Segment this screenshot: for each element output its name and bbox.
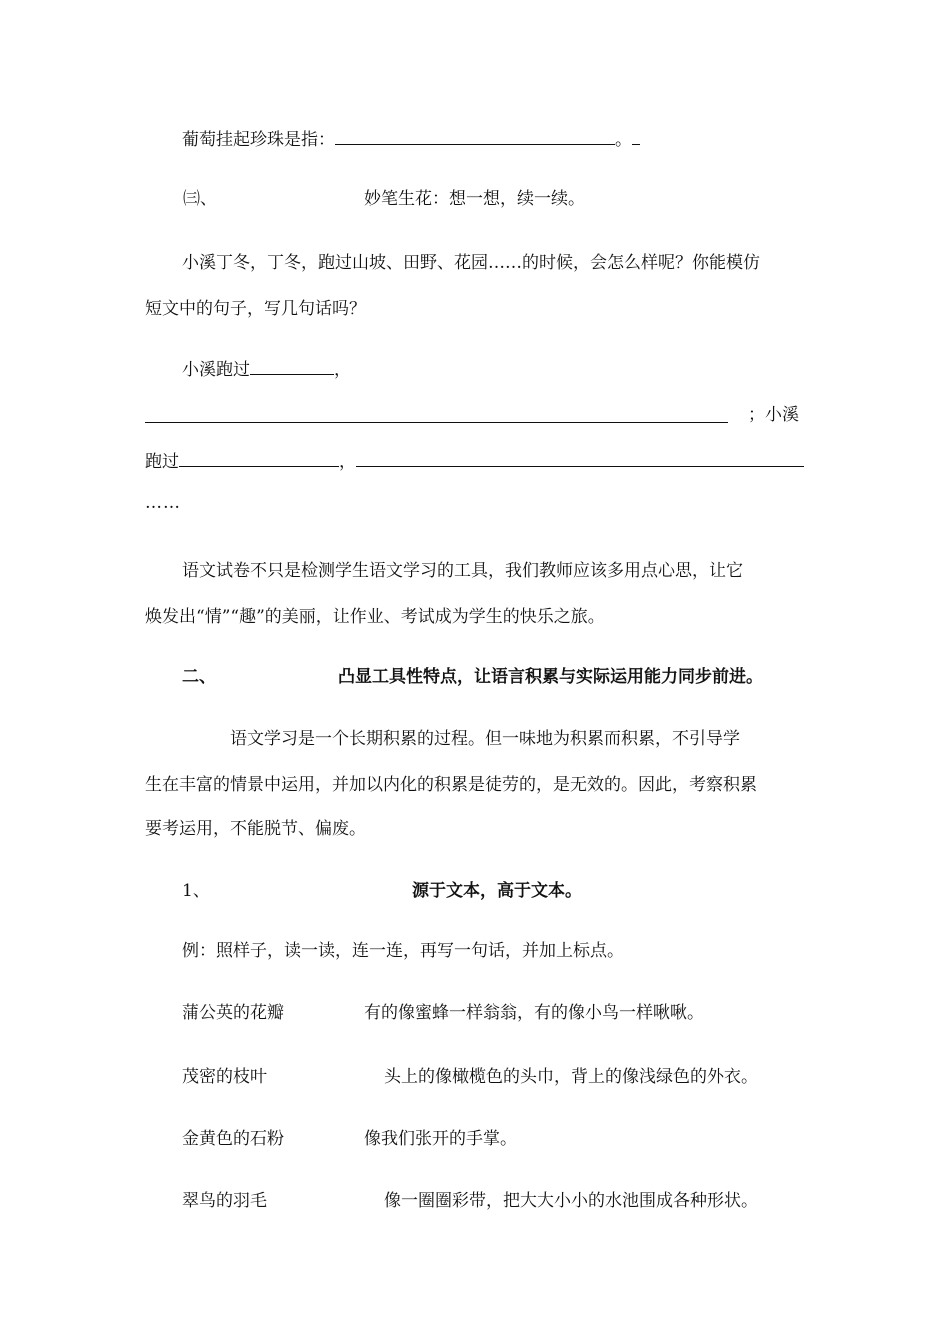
pair-left-4[interactable]: 翠鸟的羽毛 (182, 1191, 267, 1211)
section-3-title: 妙笔生花：想一想，续一续。 (364, 189, 585, 209)
paper-paragraph-line-1: 语文试卷不只是检测学生语文学习的工具，我们教师应该多用点心思，让它 (182, 561, 743, 581)
fill-line-1 (182, 358, 351, 381)
accum-paragraph-line-1: 语文学习是一个长期积累的过程。但一味地为积累而积累，不引导学 (230, 729, 740, 749)
fill-blank-2[interactable] (145, 422, 728, 423)
accum-paragraph-line-2: 生在丰富的情景中运用，并加以内化的积累是徒劳的，是无效的。因此，考察积累 (145, 775, 757, 795)
pair-right-3[interactable]: 像我们张开的手掌。 (364, 1129, 517, 1149)
grape-question-text: 葡萄挂起珍珠是指： (182, 130, 335, 150)
fill-line-3-text: 跑过 (145, 452, 179, 472)
fill-line-3-mid: ， (339, 452, 356, 472)
fill-blank-1[interactable] (250, 358, 334, 375)
example-instruction: 例：照样子，读一读，连一连，再写一句话，并加上标点。 (182, 941, 624, 961)
subsection-1-number: 1、 (182, 881, 210, 901)
answer-blank[interactable] (335, 128, 615, 145)
fill-blank-3[interactable] (179, 450, 339, 467)
fill-line-1-text: 小溪跑过 (182, 360, 250, 380)
fill-line-1-end: ， (334, 360, 351, 380)
grape-question-end: 。 (615, 130, 632, 150)
grape-question (182, 128, 640, 151)
paper-paragraph-line-2: 焕发出“情”“趣”的美丽，让作业、考试成为学生的快乐之旅。 (145, 607, 605, 627)
accum-paragraph-line-3: 要考运用，不能脱节、偏废。 (145, 819, 366, 839)
fill-line-2-end: ；小溪 (748, 405, 799, 425)
stream-paragraph-line-2: 短文中的句子，写几句话吗？ (145, 299, 366, 319)
pair-right-1[interactable]: 有的像蜜蜂一样翁翁，有的像小鸟一样啾啾。 (364, 1003, 704, 1023)
pair-left-1[interactable]: 蒲公英的花瓣 (182, 1003, 284, 1023)
pair-left-2[interactable]: 茂密的枝叶 (182, 1067, 267, 1087)
section-two-title: 凸显工具性特点，让语言积累与实际运用能力同步前进。 (338, 667, 763, 687)
fill-blank-4[interactable] (356, 450, 804, 467)
section-3-number: ㈢、 (183, 189, 217, 209)
pair-right-4[interactable]: 像一圈圈彩带，把大大小小的水池围成各种形状。 (384, 1191, 758, 1211)
fill-ellipsis: …… (145, 493, 181, 513)
answer-blank-tail (632, 128, 640, 145)
pair-right-2[interactable]: 头上的像橄榄色的头巾，背上的像浅绿色的外衣。 (384, 1067, 758, 1087)
section-two-number: 二、 (182, 667, 216, 687)
stream-paragraph-line-1: 小溪丁冬，丁冬，跑过山坡、田野、花园……的时候，会怎么样呢？你能模仿 (182, 253, 760, 273)
subsection-1-title: 源于文本，高于文本。 (412, 881, 582, 901)
fill-line-3 (145, 450, 804, 473)
pair-left-3[interactable]: 金黄色的石粉 (182, 1129, 284, 1149)
